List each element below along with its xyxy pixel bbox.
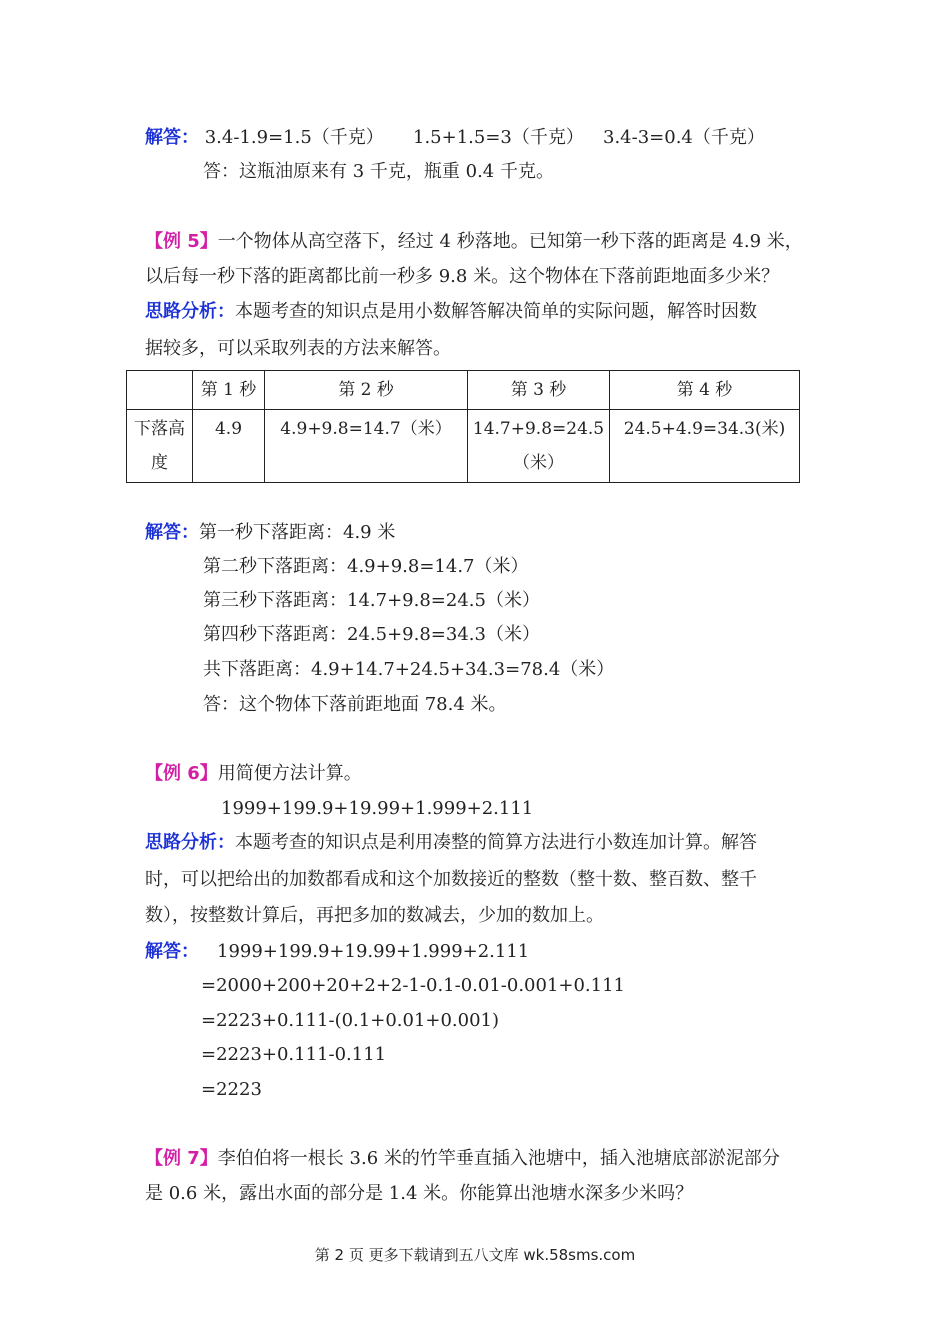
example-tag: 例 6 [163,763,200,784]
example-tag-open: 【 [145,763,163,784]
answer-line [145,125,384,151]
table-cell: 4.9+9.8=14.7（米） [265,410,468,483]
example-tag-close: 】 [199,1148,218,1169]
answer-label: 解答： [145,127,199,148]
calc-step: =2223+0.111-0.111 [201,1044,387,1065]
calc-step: 3.4-1.9=1.5（千克） [204,127,384,148]
page-footer: 第 2 页 更多下载请到五八文库 wk.58sms.com [314,1246,636,1264]
answer-text: 第一秒下落距离：4.9 米 [199,522,396,543]
analysis-text: 时，可以把给出的加数都看成和这个加数接近的整数（整十数、整百数、整千 [145,869,757,890]
example-tag: 例 5 [163,231,200,252]
example-6-question [145,761,362,787]
analysis-text: 据较多，可以采取列表的方法来解答。 [145,338,451,359]
table-row-label: 下落高度 [127,410,193,483]
example-tag: 例 7 [163,1148,200,1169]
analysis-line [145,299,757,325]
example-tag-open: 【 [145,231,163,252]
expression: 1999+199.9+19.99+1.999+2.111 [221,798,534,819]
question-text: 一个物体从高空落下，经过 4 秒落地。已知第一秒下落的距离是 4.9 米， [217,231,803,252]
example-tag-close: 】 [199,763,218,784]
fall-distance-table [126,370,800,483]
answer-text: 共下落距离：4.9+14.7+24.5+34.3=78.4（米） [203,659,615,680]
calc-step: 1.5+1.5=3（千克） [413,127,584,148]
table-cell: 14.7+9.8=24.5（米） [468,410,610,483]
question-text: 用简便方法计算。 [217,763,362,784]
question-text: 是 0.6 米，露出水面的部分是 1.4 米。你能算出池塘水深多少米吗？ [145,1183,694,1204]
calc-step: =2223+0.111-(0.1+0.01+0.001) [201,1010,500,1031]
answer-conclusion: 答：这瓶油原来有 3 千克，瓶重 0.4 千克。 [203,161,554,182]
table-header-cell [127,371,193,410]
calc-step: 3.4-3=0.4（千克） [603,127,765,148]
table-header-cell: 第 4 秒 [610,371,800,410]
answer-line [145,520,395,546]
answer-conclusion: 答：这个物体下落前距地面 78.4 米。 [203,694,507,715]
example-5-question [145,229,803,255]
answer-line [145,939,529,965]
question-text: 李伯伯将一根长 3.6 米的竹竿垂直插入池塘中，插入池塘底部淤泥部分 [217,1148,780,1169]
answer-text: 第三秒下落距离：14.7+9.8=24.5（米） [203,590,540,611]
answer-label: 解答： [145,941,199,962]
table-header-cell: 第 2 秒 [265,371,468,410]
calc-step: =2000+200+20+2+2-1-0.1-0.01-0.001+0.111 [201,975,626,996]
example-tag-open: 【 [145,1148,163,1169]
example-tag-close: 】 [199,231,218,252]
question-text: 以后每一秒下落的距离都比前一秒多 9.8 米。这个物体在下落前距地面多少米？ [145,266,780,287]
analysis-text: 本题考查的知识点是利用凑整的简算方法进行小数连加计算。解答 [235,832,757,853]
table-cell: 4.9 [193,410,265,483]
answer-text: 第四秒下落距离：24.5+9.8=34.3（米） [203,624,540,645]
analysis-label: 思路分析： [145,832,235,853]
table-header-cell: 第 3 秒 [468,371,610,410]
table-header-cell: 第 1 秒 [193,371,265,410]
answer-label: 解答： [145,522,199,543]
answer-text: 第二秒下落距离：4.9+9.8=14.7（米） [203,556,529,577]
table-cell: 24.5+4.9=34.3(米) [610,410,800,483]
answer-text: 1999+199.9+19.99+1.999+2.111 [217,941,530,962]
table-header-row [127,371,800,410]
table-row [127,410,800,483]
analysis-text: 本题考查的知识点是用小数解答解决简单的实际问题，解答时因数 [235,301,757,322]
calc-step: =2223 [201,1079,262,1100]
analysis-text: 数），按整数计算后，再把多加的数减去，少加的数加上。 [145,905,604,926]
analysis-line [145,830,757,856]
example-7-question [145,1146,780,1172]
analysis-label: 思路分析： [145,301,235,322]
